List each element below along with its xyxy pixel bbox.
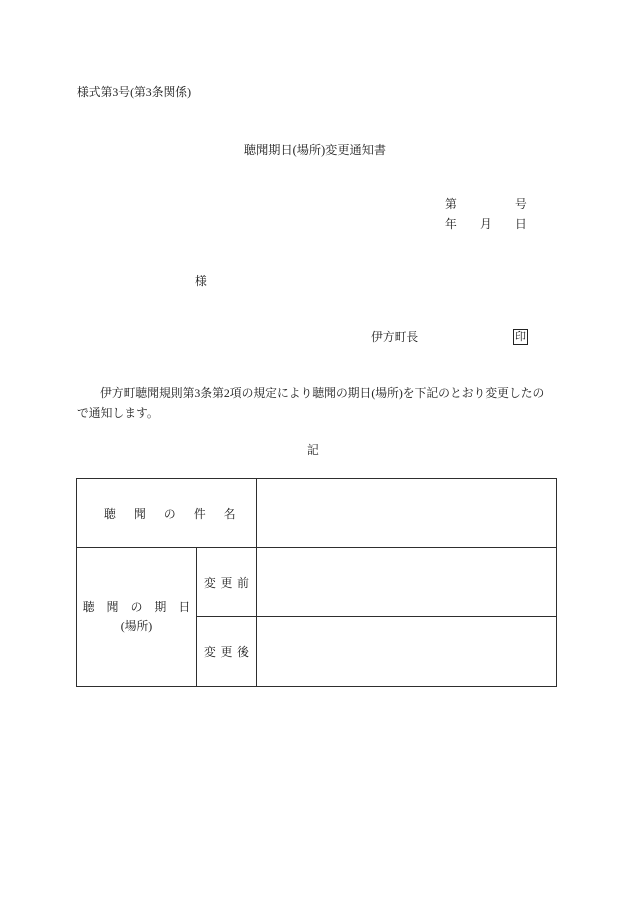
- hearing-place-sublabel: (場所): [120, 619, 153, 633]
- hearing-date-label: 聴 聞 の 期 日: [82, 600, 195, 614]
- document-title: 聴聞期日(場所)変更通知書: [243, 143, 387, 157]
- after-change-value-cell: [257, 617, 557, 687]
- sender-name: 伊方町長: [371, 330, 419, 344]
- before-change-label-cell: [197, 548, 257, 617]
- table-row: [77, 479, 557, 548]
- after-change-label-cell: [197, 617, 257, 687]
- hearing-subject-label-cell: [77, 479, 257, 548]
- hearing-subject-value-cell: [257, 479, 557, 548]
- reference-number-prefix: 第: [445, 197, 457, 211]
- hearing-subject-label: 聴 聞 の 件 名: [104, 506, 244, 521]
- hearing-date-label-cell: [77, 548, 197, 687]
- before-change-label: 変 更 前: [204, 575, 250, 590]
- seal-mark: 印: [515, 331, 526, 343]
- after-change-label: 変 更 後: [204, 645, 250, 659]
- table-row: [77, 548, 557, 617]
- before-change-value-cell: [257, 548, 557, 617]
- date-month-label: 月: [480, 217, 492, 231]
- form-number-label: 様式第3号(第3条関係): [77, 85, 192, 99]
- addressee-honorific: 様: [195, 274, 207, 288]
- hearing-date-label-line: [77, 598, 196, 617]
- notice-heading: 記: [307, 443, 319, 457]
- change-notice-table: [76, 478, 557, 687]
- date-day-label: 日: [515, 217, 527, 231]
- reference-number-suffix: 号: [515, 197, 527, 211]
- body-paragraph: 伊方町聴聞規則第3条第2項の規定により聴聞の期日(場所)を下記のとおり変更したの で通知します。: [77, 386, 545, 420]
- date-year-label: 年: [445, 217, 457, 231]
